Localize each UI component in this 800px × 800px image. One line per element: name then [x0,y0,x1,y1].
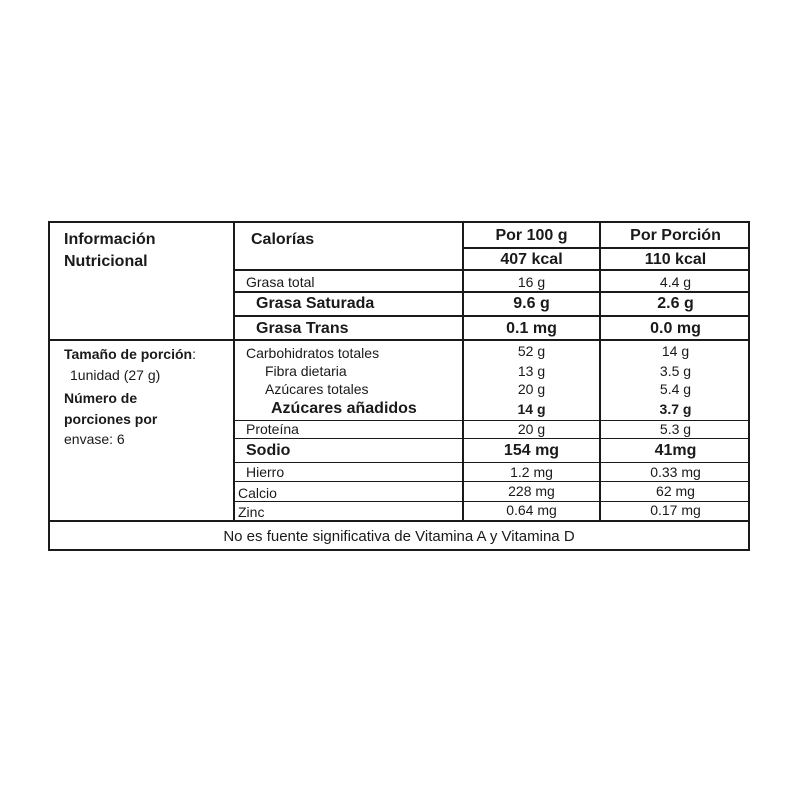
title-line-2: Nutricional [64,253,148,270]
value-portion: 62 mg [656,483,695,499]
value-per100: 0.64 mg [506,502,557,518]
calories-label: Calorías [251,231,315,248]
divider-name-column [233,223,235,521]
serving-size-label [64,347,196,361]
nutrient-name: Hierro [246,464,285,480]
value-per100: 52 g [517,343,546,359]
divider-row-8 [233,438,750,439]
servings-count-label-2: porciones por [64,411,158,427]
nutrient-name: Azúcares totales [265,381,369,397]
kcal-per100: 407 kcal [500,251,563,268]
nutrient-name: Sodio [246,442,291,459]
nutrient-name: Fibra dietaria [265,363,347,379]
divider-section [50,339,750,341]
value-portion: 0.0 mg [650,320,701,337]
value-per100: 154 mg [503,442,560,459]
nutrient-name: Zinc [238,504,265,520]
divider-header-kcal [462,247,750,249]
servings-count-value: envase: 6 [64,431,125,447]
nutrient-name: Grasa total [246,274,315,290]
value-portion: 41mg [654,442,697,459]
title-line-1: Información [64,231,156,248]
value-portion: 14 g [661,343,690,359]
value-per100: 1.2 mg [510,464,553,480]
value-per100: 20 g [517,421,546,437]
nutrient-name: Grasa Saturada [256,295,375,312]
nutrient-name: Proteína [246,421,299,437]
divider-kcal-row [233,269,750,271]
footer-note: No es fuente significativa de Vitamina A y Vitamina D [223,528,575,545]
value-portion: 3.5 g [659,363,692,379]
nutrition-facts-table [48,221,750,551]
value-per100: 20 g [517,381,546,397]
serving-size-colon: : [192,346,196,362]
divider-row-10 [233,481,750,482]
nutrient-name: Calcio [238,485,277,501]
value-per100: 228 mg [508,483,555,499]
value-portion: 5.4 g [659,381,692,397]
col-header-portion: Por Porción [630,227,721,244]
servings-count-label-1: Número de [64,390,138,406]
nutrient-name: Carbohidratos totales [246,345,380,361]
divider-row-2 [233,315,750,317]
value-portion: 4.4 g [659,274,692,290]
value-per100: 9.6 g [513,295,550,312]
nutrient-name: Grasa Trans [256,320,349,337]
nutrient-name: Azúcares añadidos [271,400,417,417]
value-per100: 13 g [517,363,546,379]
divider-row-1 [233,291,750,293]
col-header-per100: Por 100 g [495,227,568,244]
value-per100: 0.1 mg [506,320,557,337]
serving-size-label-text: Tamaño de porción [64,346,193,362]
value-portion: 3.7 g [659,401,692,417]
divider-footer [50,520,750,522]
serving-size-value: 1unidad (27 g) [70,367,161,383]
value-per100: 16 g [517,274,546,290]
value-portion: 2.6 g [657,295,694,312]
value-portion: 0.17 mg [650,502,701,518]
value-per100: 14 g [517,401,546,417]
divider-row-9 [233,462,750,463]
kcal-portion: 110 kcal [644,251,707,268]
value-portion: 0.33 mg [650,464,701,480]
value-portion: 5.3 g [659,421,692,437]
